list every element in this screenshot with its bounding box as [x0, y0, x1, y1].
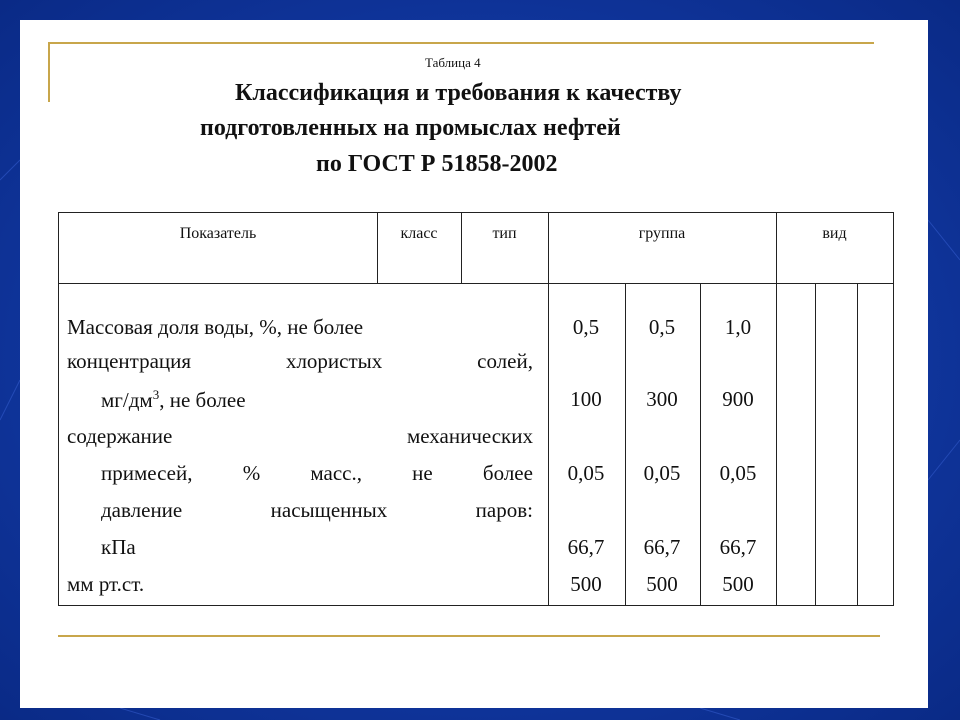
word: давление [101, 498, 183, 522]
word: не [412, 461, 433, 485]
quality-table [58, 212, 894, 606]
label-water: Массовая доля воды, %, не более [67, 315, 364, 339]
value-cell: 500 [722, 572, 754, 596]
label-mmhg: мм рт.ст. [67, 572, 145, 596]
value-cell: 0,5 [572, 315, 600, 339]
label-chloride [67, 349, 533, 374]
word: паров: [475, 498, 533, 522]
value-cell: 100 [570, 387, 602, 411]
value-cell: 0,05 [719, 461, 757, 485]
word: солей, [477, 349, 533, 373]
table-caption: Таблица 4 [425, 55, 481, 70]
unit-exponent: 3 [152, 387, 160, 402]
word: концентрация [67, 349, 192, 373]
word: масс., [310, 461, 362, 485]
value-cell: 0,05 [643, 461, 681, 485]
header-type: тип [492, 225, 517, 242]
value-cell: 300 [646, 387, 678, 411]
bottom-rule [58, 635, 880, 637]
label-impurities [101, 461, 533, 486]
title-line-2: подготовленных на промыслах нефтей [200, 115, 621, 141]
top-rule [48, 42, 874, 44]
slide [20, 20, 928, 708]
value-cell: 66,7 [567, 535, 605, 559]
title-line-1: Классификация и требования к качеству [235, 80, 682, 106]
label-mech [67, 424, 533, 449]
title-line-3: по ГОСТ Р 51858-2002 [316, 151, 558, 177]
header-divider [59, 283, 893, 284]
header-group: группа [638, 225, 686, 242]
value-cell: 0,5 [648, 315, 676, 339]
value-cell: 66,7 [643, 535, 681, 559]
label-chloride-unit [101, 387, 246, 413]
label-kpa: кПа [101, 535, 136, 559]
word: механических [406, 424, 533, 448]
word: содержание [67, 424, 173, 448]
value-cell: 900 [722, 387, 754, 411]
label-pressure [101, 498, 533, 523]
col-divider [857, 283, 858, 605]
word: % [242, 461, 261, 485]
unit: мг/дм [101, 388, 153, 412]
word: более [482, 461, 533, 485]
col-divider [776, 213, 777, 605]
col-divider [377, 213, 378, 283]
header-kind: вид [822, 225, 847, 242]
unit-suffix: , не более [159, 388, 246, 412]
col-divider [700, 283, 701, 605]
value-cell: 66,7 [719, 535, 757, 559]
value-cell: 500 [646, 572, 678, 596]
value-cell: 1,0 [724, 315, 752, 339]
value-cell: 0,05 [567, 461, 605, 485]
col-divider [548, 213, 549, 605]
value-cell: 500 [570, 572, 602, 596]
header-indicator: Показатель [179, 225, 257, 242]
word: хлористых [285, 349, 383, 373]
left-rule [48, 42, 50, 102]
word: насыщенных [270, 498, 388, 522]
col-divider [461, 213, 462, 283]
word: примесей, [101, 461, 193, 485]
col-divider [815, 283, 816, 605]
header-class: класс [400, 225, 438, 242]
